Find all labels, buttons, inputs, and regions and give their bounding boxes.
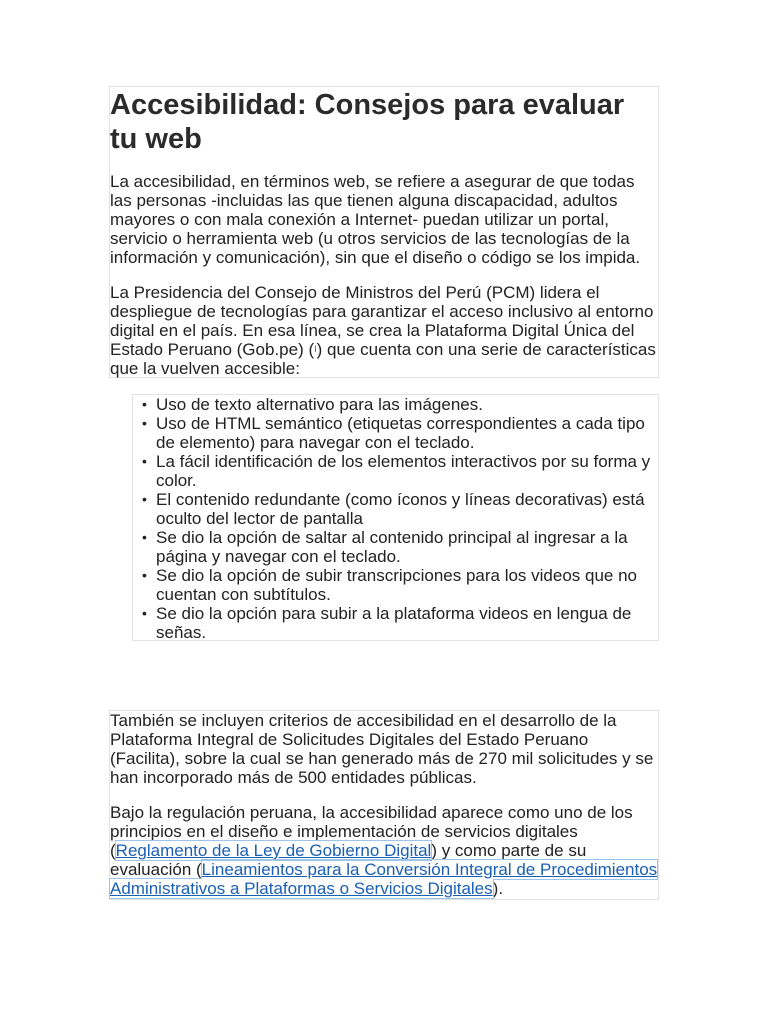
list-item-text: Se dio la opción de subir transcripciones para los videos que no cuentan con subtítulos. <box>156 566 638 604</box>
list-item-text: Uso de texto alternativo para las imágenes. <box>156 395 483 414</box>
list-item <box>133 414 658 452</box>
list-item-text: El contenido redundante (como íconos y líneas decorativas) está oculto del lector de pantalla <box>156 490 645 528</box>
list-item <box>133 452 658 490</box>
bullet-icon: • <box>142 453 147 469</box>
bullet-icon: • <box>142 491 147 507</box>
bullet-icon: • <box>142 605 147 621</box>
reglamento-link[interactable]: Reglamento de la Ley de Gobierno Digital <box>115 841 432 860</box>
list-item-text: Uso de HTML semántico (etiquetas correspondientes a cada tipo de elemento) para navegar con el teclado. <box>156 414 645 452</box>
closing-paragraph-2-text-c: ). <box>492 879 504 898</box>
bullet-icon: • <box>142 529 147 545</box>
list-item-text: Se dio la opción para subir a la plataforma videos en lengua de señas. <box>156 604 632 642</box>
intro-paragraph-1: La accesibilidad, en términos web, se refiere a asegurar de que todas las personas -incluidas las que tienen alguna discapacidad, adultos mayores o con mala conexión a Internet- puedan utilizar un portal, servicio o herramienta web (u otros servicios de las tecnologías de la información y comunicación), sin que el diseño o código se los impida. <box>110 172 641 267</box>
list-item <box>133 490 658 528</box>
list-item <box>133 528 658 566</box>
bullet-icon: • <box>142 567 147 583</box>
bullet-icon: • <box>142 415 147 431</box>
features-section <box>132 394 659 641</box>
closing-paragraph-2 <box>110 803 658 898</box>
closing-section <box>109 710 659 900</box>
features-list <box>133 395 658 642</box>
lineamientos-link[interactable]: Lineamientos para la Conversión Integral de Procedimientos Administrativos a Plataformas o Servicios Digitales <box>110 860 658 898</box>
closing-paragraph-1: También se incluyen criterios de accesibilidad en el desarrollo de la Plataforma Integral de Solicitudes Digitales del Estado Peruano (Facilita), sobre la cual se han generado más de 270 mil solicitudes y se han incorporado más de 500 entidades públicas. <box>110 711 654 787</box>
intro-section <box>109 86 659 378</box>
intro-paragraph-2-text-b: ) que cuenta con una serie de características que la vuelven accesible: <box>110 340 656 378</box>
list-item-text: Se dio la opción de saltar al contenido principal al ingresar a la página y navegar con el teclado. <box>156 528 628 566</box>
intro-paragraph-2 <box>110 283 658 378</box>
list-item <box>133 604 658 642</box>
page-title: Accesibilidad: Consejos para evaluar tu web <box>110 89 625 155</box>
list-item <box>133 395 658 414</box>
list-item-text: La fácil identificación de los elementos interactivos por su forma y color. <box>156 452 651 490</box>
bullet-icon: • <box>142 396 147 412</box>
closing-paragraph-2-text-a: Bajo la regulación peruana, la accesibilidad aparece como uno de los principios en el diseño e implementación de servicios digitales ( <box>110 803 633 860</box>
intro-paragraph-2-text-a: La Presidencia del Consejo de Ministros del Perú (PCM) lidera el despliegue de tecnologías para garantizar el acceso inclusivo al entorno digital en el país. En esa línea, se crea la Plataforma Digital Única del Estado Peruano (Gob.pe) ( <box>110 283 654 359</box>
citation-marker[interactable]: I <box>314 344 317 354</box>
closing-paragraph-2-text-b: ) y como parte de su evaluación ( <box>110 841 587 879</box>
list-item <box>133 566 658 604</box>
